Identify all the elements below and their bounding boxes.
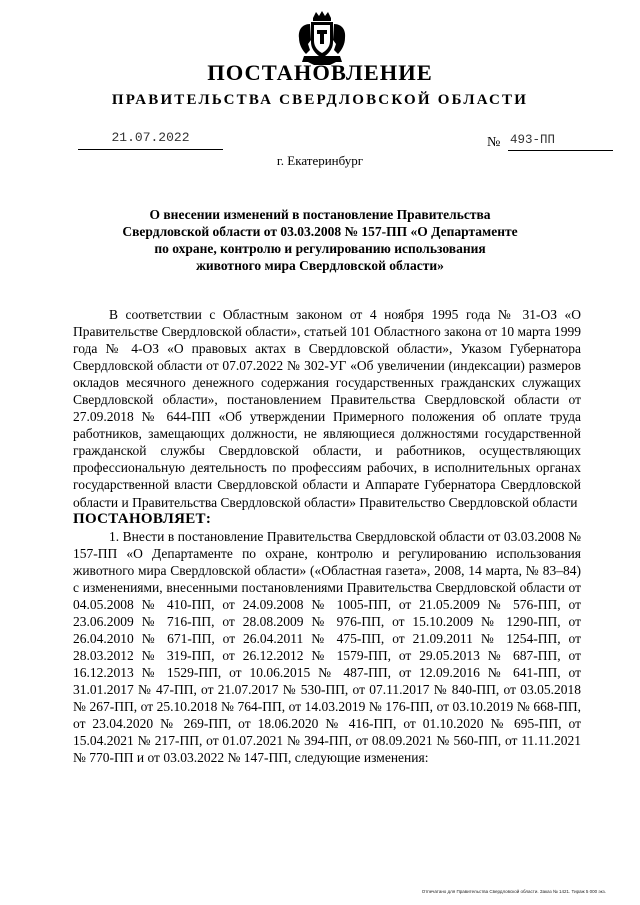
date-underline [78,149,223,150]
heading-line: животного мира Свердловской области» [196,258,444,273]
number-label: № [487,135,501,150]
document-heading [90,206,550,274]
heading-line: по охране, контролю и регулированию использования [154,241,486,256]
number-underline [508,150,613,151]
item-1-paragraph: 1. Внести в постановление Правительства Свердловской области от 03.03.2008 № 157-ПП «О Департаменте по охране, контролю и регулированию использования животного мира Свердловской области» («Областная газета», 2008, 14 марта, № 83–84) с изменениями, внесенными постановлениями Правительства Свердловской области от 04.05.2008 № 410-ПП, от 24.09.2008 № 1005-ПП, от 21.05.2009 № 576-ПП, от 23.06.2009 № 716-ПП, от 28.08.2009 № 976-ПП, от 15.10.2009 № 1290-ПП, от 26.04.2010 № 671-ПП, от 26.04.2011 № 475-ПП, от 21.09.2011 № 1254-ПП, от 28.03.2012 № 319-ПП, от 26.12.2012 № 1579-ПП, от 29.05.2013 № 687-ПП, от 16.12.2013 № 1529-ПП, от 10.06.2015 № 487-ПП, от 12.09.2016 № 641-ПП, от 31.01.2017 № 47-ПП, от 21.07.2017 № 530-ПП, от 07.11.2017 № 840-ПП, от 03.05.2018 № 267-ПП, от 25.10.2018 № 764-ПП, от 14.03.2019 № 176-ПП, от 03.10.2019 № 668-ПП, от 23.04.2020 № 269-ПП, от 18.06.2020 № 416-ПП, от 01.10.2020 № 695-ПП, от 15.04.2021 № 217-ПП, от 01.07.2021 № 394-ПП, от 08.09.2021 № 560-ПП, от 11.11.2021 № 770-ПП и от 03.03.2022 № 147-ПП, следующие изменения: [73,528,581,766]
city: г. Екатеринбург [276,153,364,168]
document-date: 21.07.2022 [111,130,190,145]
print-note: Отпечатано для Правительства Свердловской области. Заказ № 1421. Тираж 5 000 экз. [421,889,606,894]
issuing-authority: ПРАВИТЕЛЬСТВА СВЕРДЛОВСКОЙ ОБЛАСТИ [111,92,529,108]
document-number: 493-ПП [510,133,556,147]
document-body [73,306,581,766]
heading-line: Свердловской области от 03.03.2008 № 157-ПП «О Департаменте [122,224,518,239]
preamble-paragraph: В соответствии с Областным законом от 4 ноября 1995 года № 31-ОЗ «О Правительстве Свердловской области», статьей 101 Областного закона от 10 марта 1999 года № 4-ОЗ «О правовых актах в Свердловской области», Указом Губернатора Свердловской области от 07.07.2022 № 302-УГ «Об увеличении (индексации) размеров окладов месячного денежного содержания государственных гражданских служащих Свердловской области», постановлением Правительства Свердловской области от 27.09.2018 № 644-ПП «Об утверждении Примерного положения об оплате труда работников, замещающих должности, не являющиеся должностями государственной гражданской службы Свердловской области, и работников, осуществляющих профессиональную деятельность по профессиям рабочих, в исполнительных органах государственной власти Свердловской области и Аппарате Губернатора Свердловской области и Правительства Свердловской области» Правительство Свердловской области [73,307,581,510]
document-type-title: ПОСТАНОВЛЕНИЕ [207,60,433,85]
heading-line: О внесении изменений в постановление Правительства [149,207,491,222]
resolves-heading: ПОСТАНОВЛЯЕТ: [73,510,212,527]
coat-of-arms-icon [296,10,348,66]
